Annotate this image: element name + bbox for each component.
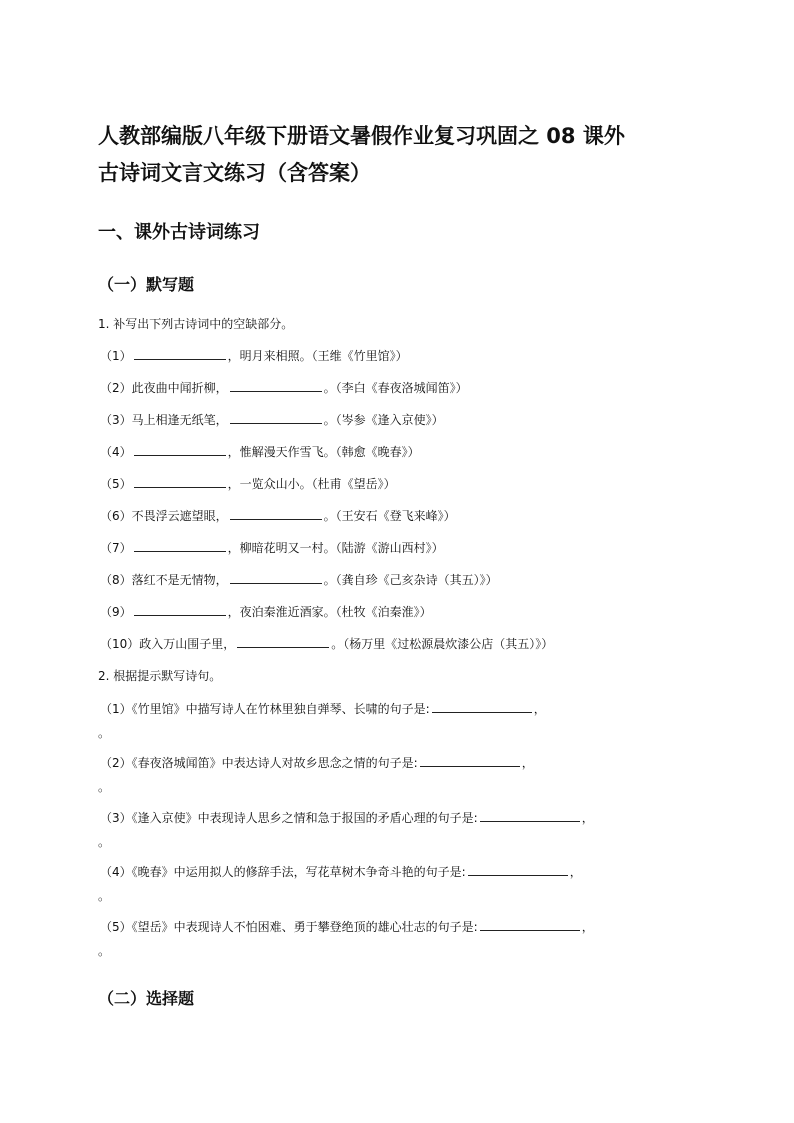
q2-item-2-end: 。 [98,780,111,794]
answer-blank[interactable] [237,635,329,648]
q2-item-5-end: 。 [98,944,111,958]
subsection-heading-choice: （二）选择题 [98,989,195,1008]
document-title [98,118,698,192]
q1-item-1: （1） ，明月来相照。（王维《竹里馆》） [100,349,408,363]
answer-blank[interactable] [230,507,322,520]
answer-blank[interactable] [134,347,226,360]
q1-item-7: （7） ，柳暗花明又一村。（陆游《游山西村》） [100,541,444,555]
q1-item-10: （10）政入万山围子里， 。（杨万里《过松源晨炊漆公店（其五）》） [100,637,554,651]
section-heading-1: 一、课外古诗词练习 [98,222,260,243]
q2-item-1-end: 。 [98,726,111,740]
q1-item-8: （8）落红不是无情物， 。（龚自珍《己亥杂诗（其五）》） [100,573,498,587]
answer-blank[interactable] [468,863,568,876]
question-2-prompt: 2. 根据提示默写诗句。 [98,669,222,683]
answer-blank[interactable] [134,603,226,616]
q1-item-6: （6）不畏浮云遮望眼， 。（王安石《登飞来峰》） [100,509,456,523]
question-1-prompt: 1. 补写出下列古诗词中的空缺部分。 [98,317,294,331]
q1-item-2: （2）此夜曲中闻折柳， 。（李白《春夜洛城闻笛》） [100,381,468,395]
title-line-1: 人教部编版八年级下册语文暑假作业复习巩固之 08 课外 [98,124,625,148]
q1-item-9: （9） ，夜泊秦淮近酒家。（杜牧《泊秦淮》） [100,605,432,619]
q2-item-4: （4）《晚春》中运用拟人的修辞手法，写花草树木争奇斗艳的句子是: ， [100,865,582,879]
q1-item-5: （5） ，一览众山小。（杜甫《望岳》） [100,477,396,491]
answer-blank[interactable] [134,539,226,552]
q2-item-1: （1）《竹里馆》中描写诗人在竹林里独自弹琴、长啸的句子是: ， [100,702,546,716]
answer-blank[interactable] [134,443,226,456]
q2-item-2: （2）《春夜洛城闻笛》中表达诗人对故乡思念之情的句子是: ， [100,756,534,770]
subsection-heading-dictation: （一）默写题 [98,275,195,294]
answer-blank[interactable] [480,809,580,822]
answer-blank[interactable] [432,700,532,713]
answer-blank[interactable] [230,571,322,584]
q2-item-4-end: 。 [98,889,111,903]
title-line-2: 古诗词文言文练习（含答案） [98,161,371,185]
answer-blank[interactable] [134,475,226,488]
answer-blank[interactable] [230,379,322,392]
q1-item-3: （3）马上相逢无纸笔， 。（岑参《逢入京使》） [100,413,444,427]
answer-blank[interactable] [230,411,322,424]
q2-item-3: （3）《逢入京使》中表现诗人思乡之情和急于报国的矛盾心理的句子是: ， [100,811,594,825]
q2-item-5: （5）《望岳》中表现诗人不怕困难、勇于攀登绝顶的雄心壮志的句子是: ， [100,920,594,934]
q1-item-4: （4） ，惟解漫天作雪飞。（韩愈《晚春》） [100,445,420,459]
answer-blank[interactable] [420,754,520,767]
q2-item-3-end: 。 [98,835,111,849]
answer-blank[interactable] [480,918,580,931]
